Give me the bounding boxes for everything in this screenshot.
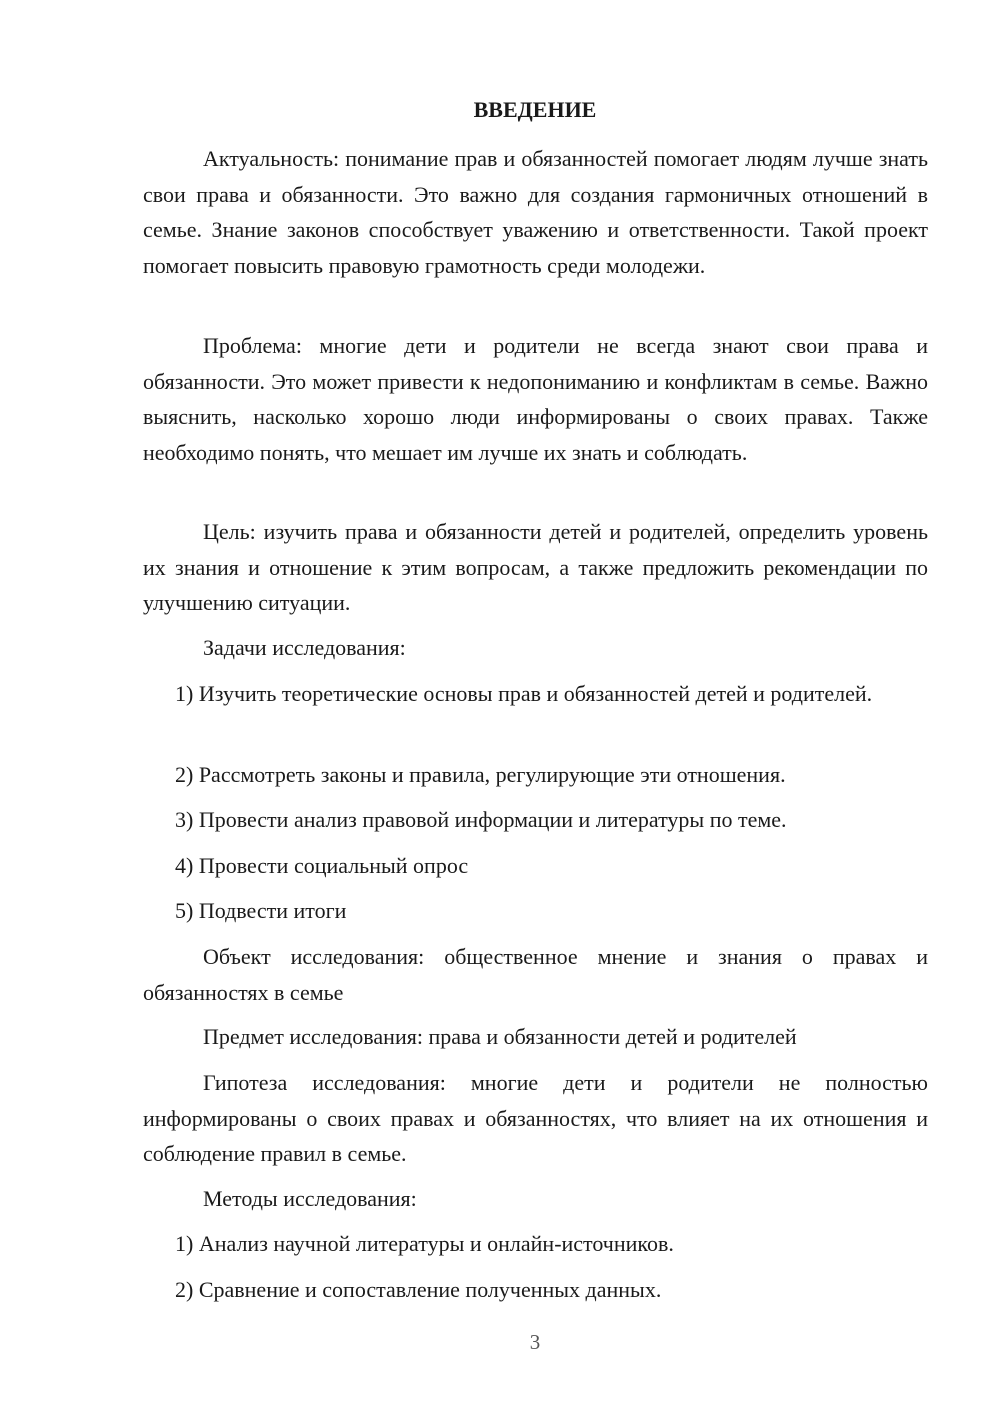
- goal-paragraph: Цель: изучить права и обязанности детей и родителей, определить уровень их знания и отношение к этим вопросам, а также предложить рекомендации по улучшению ситуации.: [143, 519, 928, 615]
- subject-paragraph: Предмет исследования: права и обязанности детей и родителей: [203, 1024, 797, 1049]
- problem-paragraph: Проблема: многие дети и родители не всегда знают свои права и обязанности. Это может привести к недопониманию и конфликтам в семье. Важно выяснить, насколько хорошо люди информированы о своих правах. Также необходимо понять, что мешает им лучше их знать и соблюдать.: [143, 333, 928, 465]
- task-item-1: 1) Изучить теоретические основы прав и обязанностей детей и родителей.: [175, 681, 873, 706]
- methods-heading: Методы исследования:: [203, 1186, 417, 1211]
- task-item-3: 3) Провести анализ правовой информации и литературы по теме.: [175, 807, 787, 832]
- page-title: ВВЕДЕНИЕ: [473, 97, 597, 122]
- task-item-4: 4) Провести социальный опрос: [175, 853, 469, 878]
- relevance-paragraph: Актуальность: понимание прав и обязанностей помогает людям лучше знать свои права и обязанности. Это важно для создания гармоничных отношений в семье. Знание законов способствует уважению и ответственности. Такой проект помогает повысить правовую грамотность среди молодежи.: [143, 146, 928, 278]
- method-item-2: 2) Сравнение и сопоставление полученных данных.: [175, 1277, 662, 1302]
- object-paragraph: Объект исследования: общественное мнение и знания о правах и обязанностях в семье: [143, 944, 928, 1005]
- page-number: 3: [529, 1330, 541, 1354]
- task-item-5: 5) Подвести итоги: [175, 898, 347, 923]
- method-item-1: 1) Анализ научной литературы и онлайн-источников.: [175, 1231, 674, 1256]
- task-item-2: 2) Рассмотреть законы и правила, регулирующие эти отношения.: [175, 762, 786, 787]
- tasks-heading: Задачи исследования:: [203, 635, 406, 660]
- hypothesis-paragraph: Гипотеза исследования: многие дети и родители не полностью информированы о своих правах и обязанностях, что влияет на их отношения и соблюдение правил в семье.: [143, 1070, 928, 1166]
